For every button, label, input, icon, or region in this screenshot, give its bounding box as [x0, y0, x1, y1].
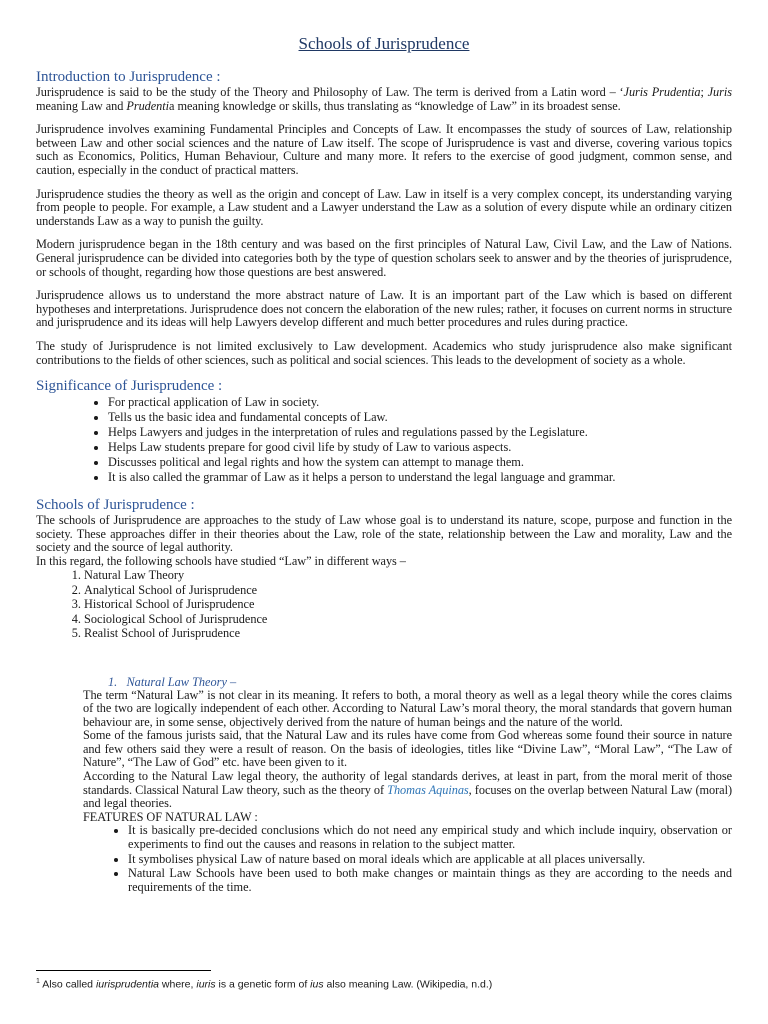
natural-law-paragraph-3: According to the Natural Law legal theory, the authority of legal standards derives, at least in part, from the moral merit of those standards. Classical Natural Law theory, such as the theory of Thomas Aquinas, focuses on the overlap between Natural Law (moral) and legal theories.: [83, 769, 732, 811]
intro-paragraph-2: Jurisprudence involves examining Fundamental Principles and Concepts of Law. It encompasses the study of sources of Law, relationship between Law and other social sciences and the nature of Law itself. The scope of Jurisprudence is vast and diverse, covering various topics such as Economics, Politics, Human Behaviour, Culture and many more. It refers to the exercise of good judgment, common sense, and caution, especially in the conduct of practical matters.: [36, 122, 732, 177]
document-page: [36, 34, 732, 895]
list-item: • Discusses political and legal rights and how the system can attempt to manage them.: [108, 455, 732, 470]
list-item: • Tells us the basic idea and fundamental concepts of Law.: [108, 410, 732, 425]
document-title: Schools of Jurisprudence: [298, 34, 470, 53]
intro-paragraph-5: Jurisprudence allows us to understand the more abstract nature of Law. It is an important part of the Law which is based on different hypotheses and interpretations. Jurisprudence does not concern the elaboration of the new rules; rather, it focuses on current norms in structure and jurisprudence and its ideas will help Lawyers develop different and much better procedures and rules during practice.: [36, 288, 732, 330]
list-item: • Helps Lawyers and judges in the interpretation of rules and regulations passed by the Legislature.: [108, 425, 732, 440]
term-juris: Juris: [707, 85, 732, 99]
list-item: 5. Realist School of Jurisprudence: [84, 626, 732, 640]
list-item: • For practical application of Law in society.: [108, 395, 732, 410]
term-prudentia: Prudenti: [126, 98, 170, 113]
list-item: • It symbolises physical Law of nature based on moral ideals which are applicable at all places universally.: [128, 853, 732, 867]
schools-list: [36, 568, 732, 640]
significance-list: [36, 395, 732, 485]
footnote: $^1$ Also called iurisprudentia where, iuris is a genetic form of ius also meaning Law. (Wikipedia, n.d.): [36, 978, 493, 991]
schools-paragraph-2: In this regard, the following schools have studied “Law” in different ways –: [36, 553, 406, 568]
schools-heading: Schools of Jurisprudence :: [36, 497, 195, 514]
thomas-aquinas-link[interactable]: Thomas Aquinas: [387, 782, 469, 797]
list-item: • It is basically pre-decided conclusions which do not need any empirical study and which include inquiry, observation or experiments to find out the causes and reasons in relation to the subject matter.: [128, 824, 732, 851]
list-item: • Helps Law students prepare for good civil life by study of Law to various aspects.: [108, 440, 732, 455]
features-list: [36, 824, 732, 894]
list-item: • It is also called the grammar of Law as it helps a person to understand the legal language and grammar.: [108, 470, 732, 485]
list-item: 4. Sociological School of Jurisprudence: [84, 612, 732, 626]
natural-law-section: [36, 689, 732, 825]
intro-heading: Introduction to Jurisprudence :: [36, 69, 221, 85]
term-juris-prudentia: Juris Prudentia: [623, 85, 701, 99]
footnote-divider: [36, 970, 211, 971]
intro-paragraph-3: Jurisprudence studies the theory as well as the origin and concept of Law. Law in itself is a very complex concept, its understanding varying from people to people. For example, a Law student and a Lawyer understand the Law as a solution of every dispute while an ordinary citizen understands Law as a way to punish the guilty.: [36, 186, 732, 228]
list-item: • Natural Law Schools have been used to both make changes or maintain things as they are according to the needs and requirements of the time.: [128, 867, 732, 894]
list-item: 1. Natural Law Theory: [84, 568, 732, 582]
features-heading: FEATURES OF NATURAL LAW :: [83, 809, 258, 824]
intro-paragraph-6: The study of Jurisprudence is not limited exclusively to Law development. Academics who study jurisprudence also make significant contributions to the fields of other sciences, such as political and social sciences. This leads to the development of society as a whole.: [36, 338, 732, 367]
significance-heading: Significance of Jurisprudence :: [36, 378, 223, 395]
intro-paragraph-4: Modern jurisprudence began in the 18th century and was based on the first principles of Natural Law, Civil Law, and the Law of Nations. General jurisprudence can be divided into categories both by the type of question scholars seek to answer and by the theories of jurisprudence, or schools of thought, regarding how those questions are best answered.: [36, 237, 732, 279]
schools-paragraph-1: The schools of Jurisprudence are approaches to the study of Law whose goal is to understand its nature, scope, purpose and function in the society. These approaches differ in their theories about the Law, role of the state, relationship between the Law and morality, Law and the society and the source of legal authority.: [36, 513, 732, 555]
natural-law-paragraph-2: Some of the famous jurists said, that the Natural Law and its rules have come from God whereas some found their source in nature and few others said they were a result of reason. On the basis of ideologies, titles like “Divine Law”, “Moral Law”, “The Law of Nature”, “The Law of God” etc. have been given to it.: [83, 728, 732, 770]
natural-law-heading: 1. Natural Law Theory –: [108, 674, 237, 689]
intro-paragraph-1: Jurisprudence is said to be the study of the Theory and Philosophy of Law. The term is derived from a Latin word – ‘Juris Prudentia; Juris meaning Law and Prudentia meaning knowledge or skills, thus translating as “knowledge of Law” in its broadest sense.: [36, 85, 732, 113]
footnote-marker: 1: [36, 978, 40, 985]
natural-law-paragraph-1: The term “Natural Law” is not clear in its meaning. It refers to both, a moral theory as well as a legal theory while the cores claims of the two are logically independent of each other. According to Natural Law’s moral theory, the moral standards that govern human behaviour are, in some sense, objectively derived from the nature of human beings and the nature of the world.: [83, 687, 732, 729]
list-item: 3. Historical School of Jurisprudence: [84, 597, 732, 611]
list-item: 2. Analytical School of Jurisprudence: [84, 583, 732, 597]
